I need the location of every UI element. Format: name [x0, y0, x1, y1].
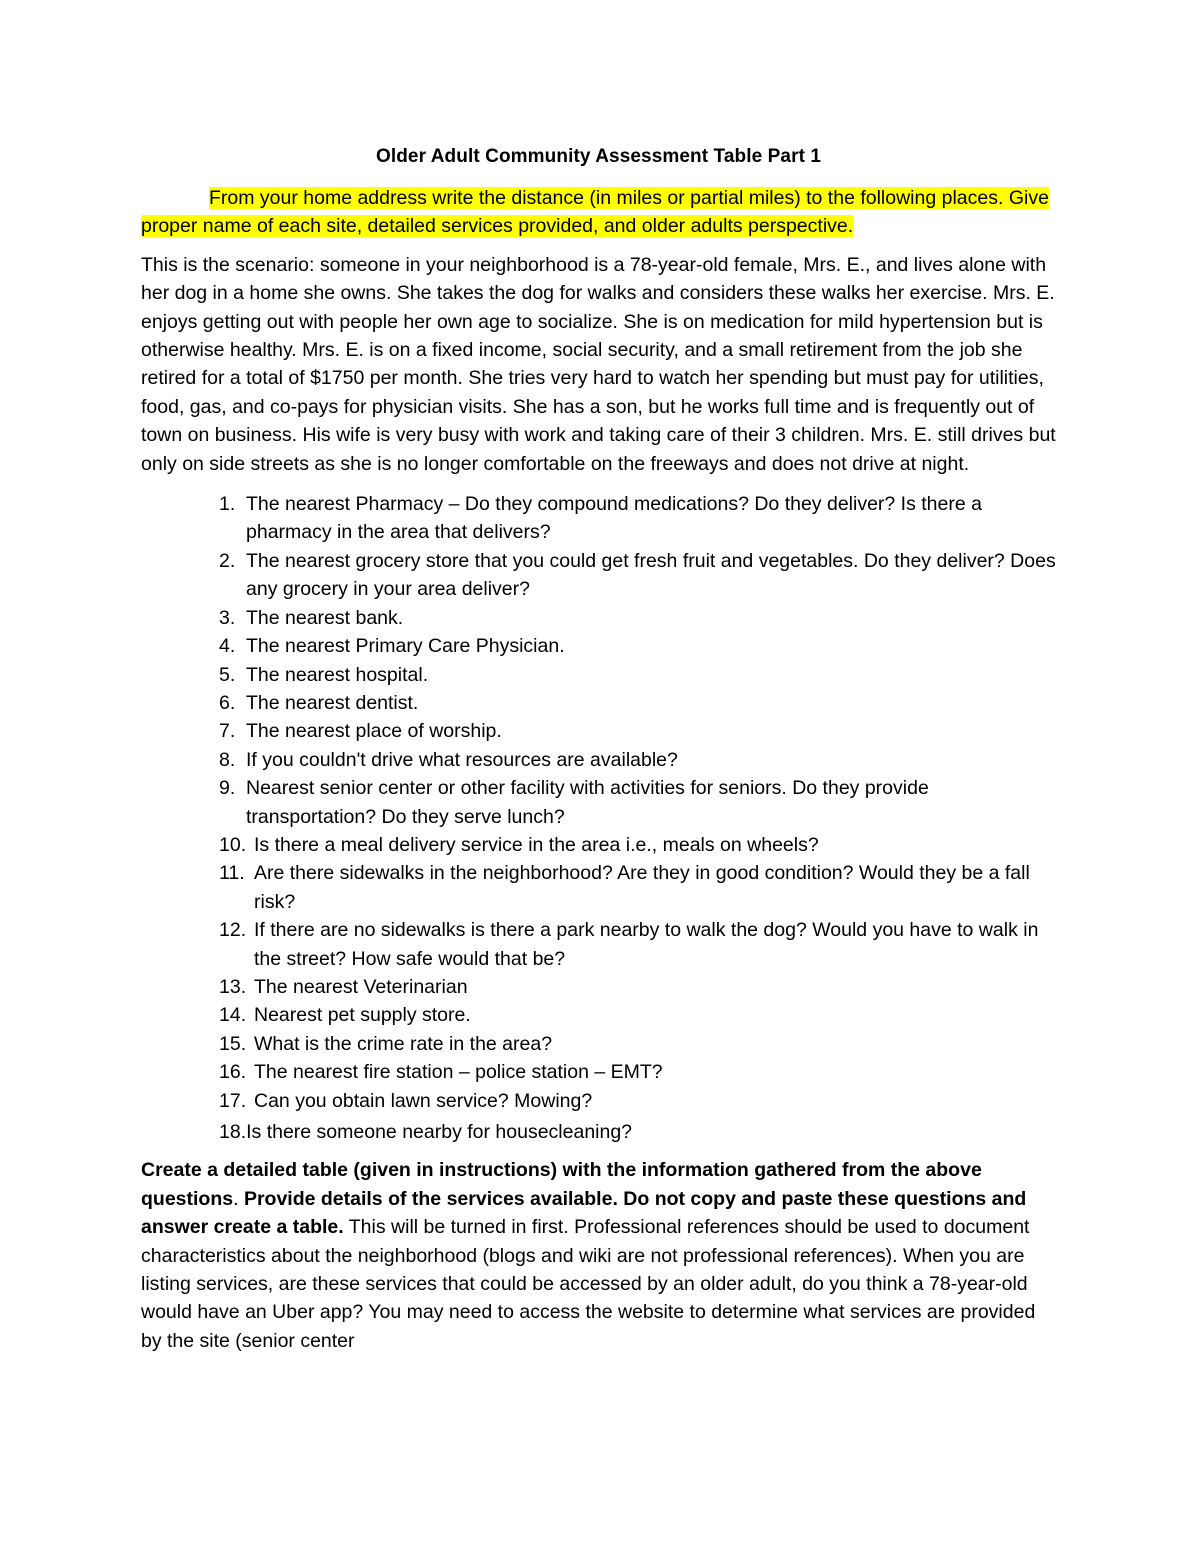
question-text: What is the crime rate in the area?	[254, 1032, 553, 1055]
question-text: Nearest pet supply store.	[254, 1004, 471, 1027]
question-number: 18.	[219, 1121, 247, 1143]
question-item	[141, 1058, 1056, 1086]
question-text: The nearest Veterinarian	[254, 975, 468, 998]
question-item	[141, 973, 1056, 1001]
question-text: The nearest bank.	[246, 606, 404, 629]
question-text: The nearest Pharmacy – Do they compound medications? Do they deliver? Is there a pharmacy in the area that delivers?	[246, 493, 982, 544]
closing-paragraph	[141, 1156, 1056, 1355]
question-number: 6.	[219, 691, 236, 714]
question-list	[141, 490, 1056, 1146]
question-number: 8.	[219, 748, 236, 771]
question-number: 4.	[219, 635, 236, 658]
question-item	[141, 689, 1056, 717]
question-item	[141, 661, 1056, 689]
instructions-paragraph	[141, 184, 1056, 241]
question-text: Is there someone nearby for housecleaning?	[246, 1121, 633, 1143]
question-item	[141, 1030, 1056, 1058]
question-number: 16.	[219, 1061, 247, 1084]
question-number: 7.	[219, 720, 236, 743]
closing-bold-2: Provide details of the services available. Do not copy and paste these questions and answer create a table.	[141, 1187, 1027, 1239]
question-text: If you couldn't drive what resources are available?	[246, 748, 678, 771]
question-text: Nearest senior center or other facility with activities for seniors. Do they provide transportation? Do they serve lunch?	[246, 777, 929, 828]
question-item	[141, 1087, 1056, 1115]
question-number: 10.	[219, 833, 247, 856]
document-title: Older Adult Community Assessment Table Part 1	[375, 146, 822, 167]
question-number: 17.	[219, 1089, 247, 1112]
question-item	[141, 746, 1056, 774]
question-number: 11.	[219, 862, 245, 885]
question-item	[141, 1001, 1056, 1029]
question-item	[141, 717, 1056, 745]
question-item	[141, 859, 1056, 916]
scenario-paragraph: This is the scenario: someone in your neighborhood is a 78-year-old female, Mrs. E., and lives alone with her dog in a home she owns. She takes the dog for walks and considers these walks her exercise. Mrs. E. enjoys getting out with people her own age to socialize. She is on medication for mild hypertension but is otherwise healthy. Mrs. E. is on a fixed income, social security, and a small retirement from the job she retired for a total of $1750 per month. She tries very hard to watch her spending but must pay for utilities, food, gas, and co-pays for physician visits. She has a son, but he works full time and is frequently out of town on business. His wife is very busy with work and taking care of their 3 children. Mrs. E. still drives but only on side streets as she is no longer comfortable on the freeways and does not drive at night.	[141, 253, 1056, 475]
question-number: 3.	[219, 606, 236, 629]
question-text: The nearest fire station – police station – EMT?	[254, 1061, 663, 1084]
question-item	[141, 490, 1056, 547]
question-item	[141, 831, 1056, 859]
closing-bold-1: Create a detailed table (given in instructions) with the information gathered from the above questions	[141, 1159, 982, 1210]
question-text: The nearest Primary Care Physician.	[246, 635, 565, 658]
question-number: 14.	[219, 1004, 247, 1027]
highlighted-instructions: From your home address write the distance (in miles or partial miles) to the following places. Give proper name of each site, detailed services provided, and older adults perspective.	[141, 187, 1049, 238]
question-number: 1.	[219, 493, 236, 516]
question-text: The nearest dentist.	[246, 691, 419, 714]
question-text: Are there sidewalks in the neighborhood? Are they in good condition? Would they be a fall risk?	[254, 862, 1030, 913]
question-number: 15.	[219, 1032, 247, 1055]
question-text: The nearest place of worship.	[246, 720, 502, 743]
question-text: Can you obtain lawn service? Mowing?	[254, 1089, 593, 1112]
question-text: The nearest hospital.	[246, 663, 429, 686]
question-text: If there are no sidewalks is there a park nearby to walk the dog? Would you have to walk in the street? How safe would that be?	[254, 919, 1039, 970]
question-item	[141, 547, 1056, 604]
question-text: Is there a meal delivery service in the area i.e., meals on wheels?	[254, 833, 819, 856]
question-item	[141, 774, 1056, 831]
question-number: 9.	[219, 777, 236, 800]
document-page	[141, 143, 1056, 1355]
question-number: 12.	[219, 919, 247, 942]
question-number: 5.	[219, 663, 236, 686]
question-number: 2.	[219, 549, 236, 572]
question-text: The nearest grocery store that you could get fresh fruit and vegetables. Do they deliver? Does any grocery in your area deliver?	[246, 549, 1056, 601]
question-item	[141, 604, 1056, 632]
closing-rest: This will be turned in first. Professional references should be used to document characteristics about the neighborhood (blogs and wiki are not professional references). When you are listing services, are these services that could be accessed by an older adult, do you think a 78-year-old would have an Uber app? You may need to access the website to determine what services are provided by the site (senior center	[141, 1216, 1036, 1352]
question-number: 13.	[219, 975, 247, 998]
closing-period: .	[233, 1187, 244, 1210]
question-item	[141, 632, 1056, 660]
question-item	[141, 916, 1056, 973]
question-item	[141, 1118, 1056, 1146]
